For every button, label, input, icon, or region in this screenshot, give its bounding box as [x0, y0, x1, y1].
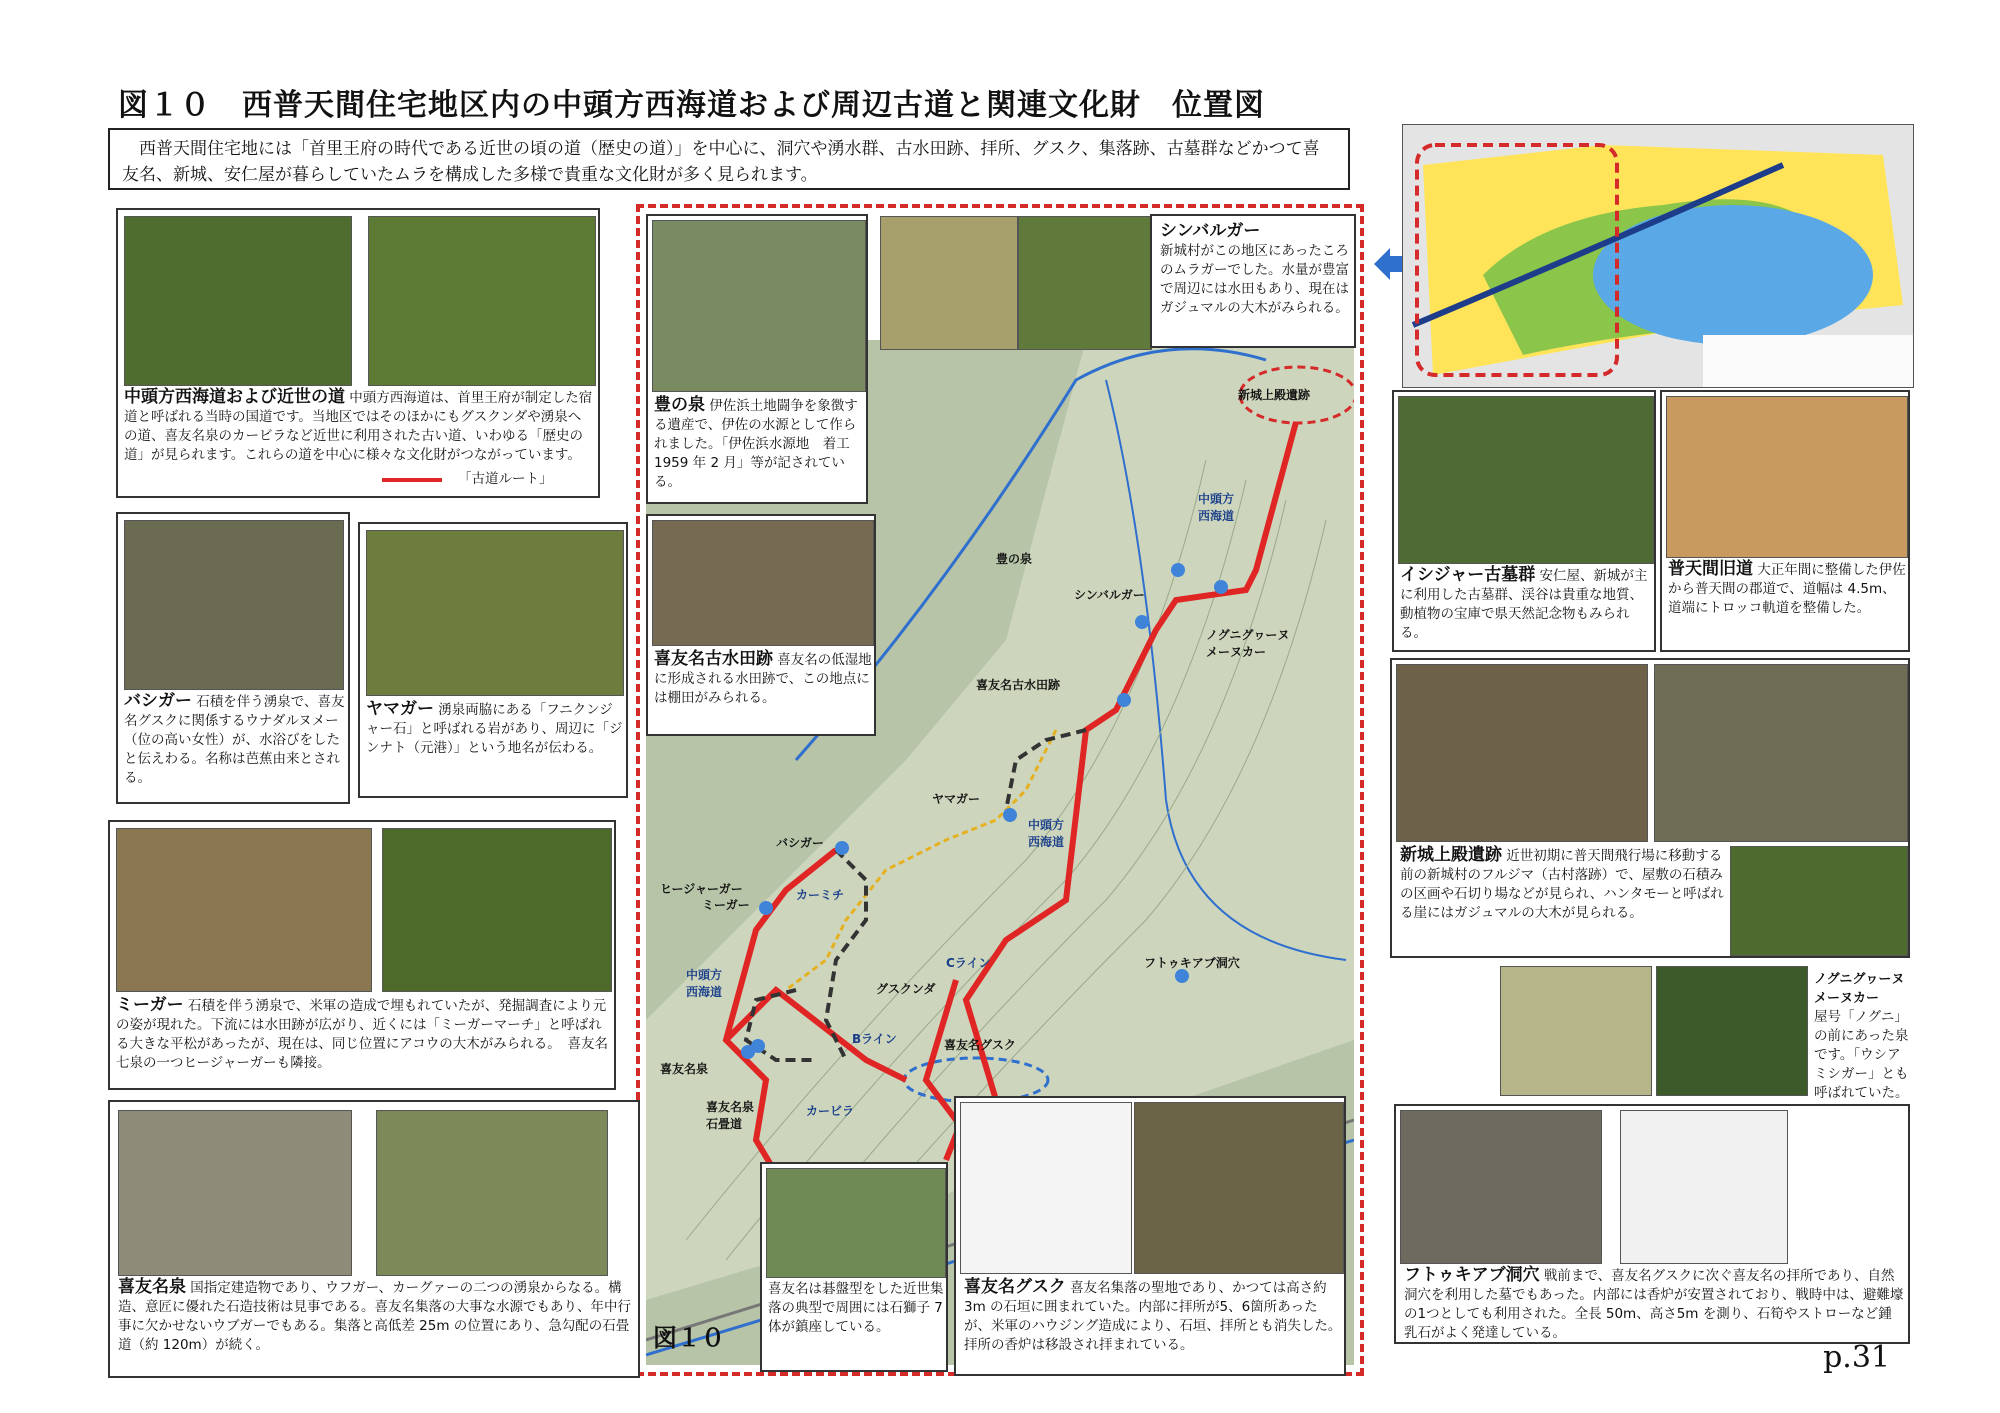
card-yamaga-name: ヤマガー: [366, 699, 434, 719]
photo-noguni-map: [1500, 966, 1652, 1096]
card-ishija-name: イシジャー古墓群: [1400, 565, 1536, 585]
photo-seikaido-2: [368, 216, 596, 386]
card-village-text: 喜友名は碁盤型をした近世集落の典型で周囲には石獅子 7 体が鎮座している。: [768, 1281, 944, 1335]
map-label-nakagami-mid: 中頭方 西海道: [1028, 818, 1065, 849]
card-yutaka-name: 豊の泉: [654, 395, 705, 415]
legend-route-line: [382, 478, 442, 482]
map-label-nakagami-low: 中頭方 西海道: [686, 968, 723, 999]
card-aragusuku-text: 近世初期に普天間飛行場に移動する前の新城村のフルジマ（古村落跡）で、屋敷の石積みの区画や石切り場などが見られ、ハンタモーと呼ばれる崖にはガジュマルの大木が見られる。: [1400, 848, 1724, 921]
card-yutaka: [646, 214, 868, 504]
card-gusuku-text: 喜友名集落の聖地であり、かつては高さ約 3m の石垣に囲まれていた。内部に拝所が5、6箇所あったが、米軍のハウジング造成により、石垣、拝所とも消失した。拝所の香炉は移設され拝まれている。: [964, 1280, 1342, 1353]
page-number: p.31: [1823, 1340, 1890, 1375]
card-shinbaruga-text: 新城村がこの地区にあったころのムラガーでした。水量が豊富で周辺には水田もあり、現在はガジュマルの大木がみられる。: [1160, 243, 1349, 316]
photo-yamaga: [366, 530, 624, 696]
card-noguni-name: ノグニグヮーヌメーヌカー: [1814, 972, 1905, 1006]
map-label-shinbaruga: シンバルガー: [1074, 588, 1145, 602]
photo-aragusuku-2: [1654, 664, 1908, 842]
map-label-futukiabu: フトゥキアブ洞穴: [1144, 956, 1240, 970]
card-seikaido-name: 中頭方西海道および近世の道: [124, 387, 345, 407]
card-seikaido-text: 中頭方西海道は、首里王府が制定した宿道と呼ばれる当時の国道です。当地区ではそのほかにもグスクンダや湧泉への道、喜友名泉のカービラなど近世に利用された古い道、いわゆる「歴史の道」が見られます。これらの道を中心に様々な文化財がつながっています。: [124, 390, 593, 463]
photo-miiga-1: [116, 828, 372, 992]
card-miiga: [108, 820, 616, 1090]
card-noguni: [1500, 966, 1912, 1101]
photo-seikaido-1: [124, 216, 352, 386]
card-yamaga: [358, 522, 628, 798]
card-gusuku-name: 喜友名グスク: [964, 1277, 1066, 1297]
map-label-aragusuku: 新城上殿遺跡: [1238, 388, 1311, 402]
card-yutaka-text: 伊佐浜土地闘争を象徴する遺産で、伊佐の水源として作られました。「伊佐浜水源地 着工 1959 年 2 月」等が記されている。: [654, 398, 858, 490]
card-bashiga-text: 石積を伴う湧泉で、喜友名グスクに関係するウナダルヌメー（位の高い女性）が、水浴びをしたと伝えわる。名称は芭蕉由来とされる。: [124, 694, 345, 786]
intro-text: 西普天間住宅地には「首里王府の時代である近世の頃の道（歴史の道）」を中心に、洞穴や湧水群、古水田跡、拝所、グスク、集落跡、古墓群などかつて喜友名、新城、安仁屋が暮らしていたムラを構成した多様で貴重な文化財が多く見られます。: [108, 128, 1350, 190]
map-label-ishidatami: 喜友名泉 石畳道: [706, 1100, 755, 1131]
map-label-bashiga: バシガー: [776, 836, 825, 850]
card-seikaido: [116, 208, 600, 498]
card-futenma-name: 普天間旧道: [1668, 559, 1753, 579]
photo-noguni-site: [1656, 966, 1808, 1096]
photo-yutaka: [652, 220, 866, 392]
card-futukiabu-name: フトゥキアブ洞穴: [1404, 1265, 1540, 1285]
map-label-blain: Bライン: [852, 1032, 897, 1046]
card-village: [760, 1162, 948, 1372]
map-label-noguni: ノグニグヮーヌ メーヌカー: [1206, 628, 1290, 659]
photo-kosuiden: [652, 520, 874, 646]
card-kiyunaizumi: [108, 1100, 640, 1378]
photo-yutaka-plan: [880, 216, 1018, 350]
photo-futukiabu: [1400, 1110, 1602, 1264]
photo-aragusuku-3: [1730, 846, 1908, 956]
legend-route-label: 「古道ルート」: [458, 471, 553, 487]
map-label-hijaga: ヒージャーガー: [660, 882, 743, 896]
card-shinbaruga: [1150, 214, 1356, 348]
map-label-kamiiti: カーミチ: [796, 888, 845, 902]
card-futukiabu-text: 戦前まで、喜友名グスクに次ぐ喜友名の拝所であり、自然洞穴を利用した墓でもあった。内部には香炉が安置されており、戦時中は、避難壕の1つとしても利用された。全長 50m、高さ5m を測り、石筍やストローなど鍾乳石がよく発達している。: [1404, 1268, 1904, 1341]
map-label-kiyunaizumi: 喜友名泉: [660, 1062, 709, 1076]
card-yamaga-text: 湧泉両脇にある「フニクンジャー石」と呼ばれる岩があり、周辺に「ジンナト（元港）」という地名が伝わる。: [366, 702, 623, 756]
photo-kiyunaizumi-1: [118, 1110, 352, 1276]
card-aragusuku-name: 新城上殿遺跡: [1400, 845, 1502, 865]
map-label-kosuiden: 喜友名古水田跡: [976, 678, 1061, 692]
card-miiga-text: 石積を伴う湧泉で、米軍の造成で埋もれていたが、発掘調査により元の姿が現れた。下流には水田跡が広がり、近くには「ミーガーマーチ」と呼ばれる大きな平松があったが、現在は、同じ位置にアコウの大木がみられる。 喜友名七泉の一つヒージャーガーも隣接。: [116, 998, 608, 1071]
card-futenma-text: 大正年間に整備した伊佐から普天間の郡道で、道幅は 4.5m、道端にトロッコ軌道を整備した。: [1668, 562, 1906, 616]
card-bashiga: [116, 512, 350, 804]
page-title: 図１０ 西普天間住宅地区内の中頭方西海道および周辺古道と関連文化財 位置図: [118, 88, 1265, 123]
map-label-yamaga: ヤマガー: [932, 792, 981, 806]
map-label-kabira: カービラ: [806, 1104, 855, 1118]
map-label-kiyunagusuku: 喜友名グスク: [944, 1038, 1016, 1052]
card-kiyunaizumi-text: 国指定建造物であり、ウフガー、カーグァーの二つの湧泉からなる。構造、意匠に優れた石造技術は見事である。喜友名集落の大事な水源でもあり、年中行事に欠かせないウブガーでもある。集落と高低差 25m の位置にあり、急勾配の石畳道（約 120m）が続く。: [118, 1280, 631, 1353]
card-aragusuku: [1390, 658, 1910, 958]
map-label-clain: Cライン: [946, 956, 991, 970]
card-bashiga-name: バシガー: [124, 691, 192, 711]
map-label-miiga: ミーガー: [702, 898, 750, 912]
photo-ishija: [1398, 396, 1654, 564]
photo-gusuku-plan: [960, 1102, 1132, 1274]
map-label-nakagami-top: 中頭方 西海道: [1198, 492, 1235, 523]
map-label-yutaka: 豊の泉: [996, 552, 1033, 566]
card-noguni-text: 屋号「ノグニ」の前にあった泉です。「ウシアミシガー」とも呼ばれていた。: [1814, 1009, 1909, 1101]
card-kiyunaizumi-name: 喜友名泉: [118, 1277, 186, 1297]
photo-yutaka-site: [1018, 216, 1152, 350]
arrow-left-icon: [1374, 246, 1404, 282]
photo-gusuku-site: [1134, 1102, 1344, 1274]
card-kosuiden-text: 喜友名の低湿地に形成される水田跡で、この地点には棚田がみられる。: [654, 652, 872, 706]
card-kosuiden-name: 喜友名古水田跡: [654, 649, 773, 669]
card-gusuku: [954, 1096, 1346, 1376]
photo-futukiabu-plan: [1620, 1110, 1788, 1264]
photo-village-map: [766, 1168, 946, 1278]
card-ishija: [1392, 390, 1656, 652]
photo-futenma: [1666, 396, 1908, 558]
card-kosuiden: [646, 514, 876, 736]
card-futenma: [1660, 390, 1910, 652]
card-ishija-text: 安仁屋、新城が主に利用した古墓群、渓谷は貴重な地質、動植物の宝庫で県天然記念物もみられる。: [1400, 568, 1648, 641]
photo-miiga-2: [382, 828, 612, 992]
photo-bashiga: [124, 520, 344, 690]
overview-plan-map: [1402, 124, 1914, 388]
card-futukiabu: [1394, 1104, 1910, 1344]
card-miiga-name: ミーガー: [116, 995, 184, 1015]
map-label-gusukunda: グスクンダ: [876, 982, 936, 996]
photo-kiyunaizumi-2: [376, 1110, 608, 1276]
photo-aragusuku-1: [1396, 664, 1648, 842]
card-shinbaruga-name: シンバルガー: [1160, 221, 1261, 241]
figure-label: 図１０: [653, 1324, 725, 1352]
